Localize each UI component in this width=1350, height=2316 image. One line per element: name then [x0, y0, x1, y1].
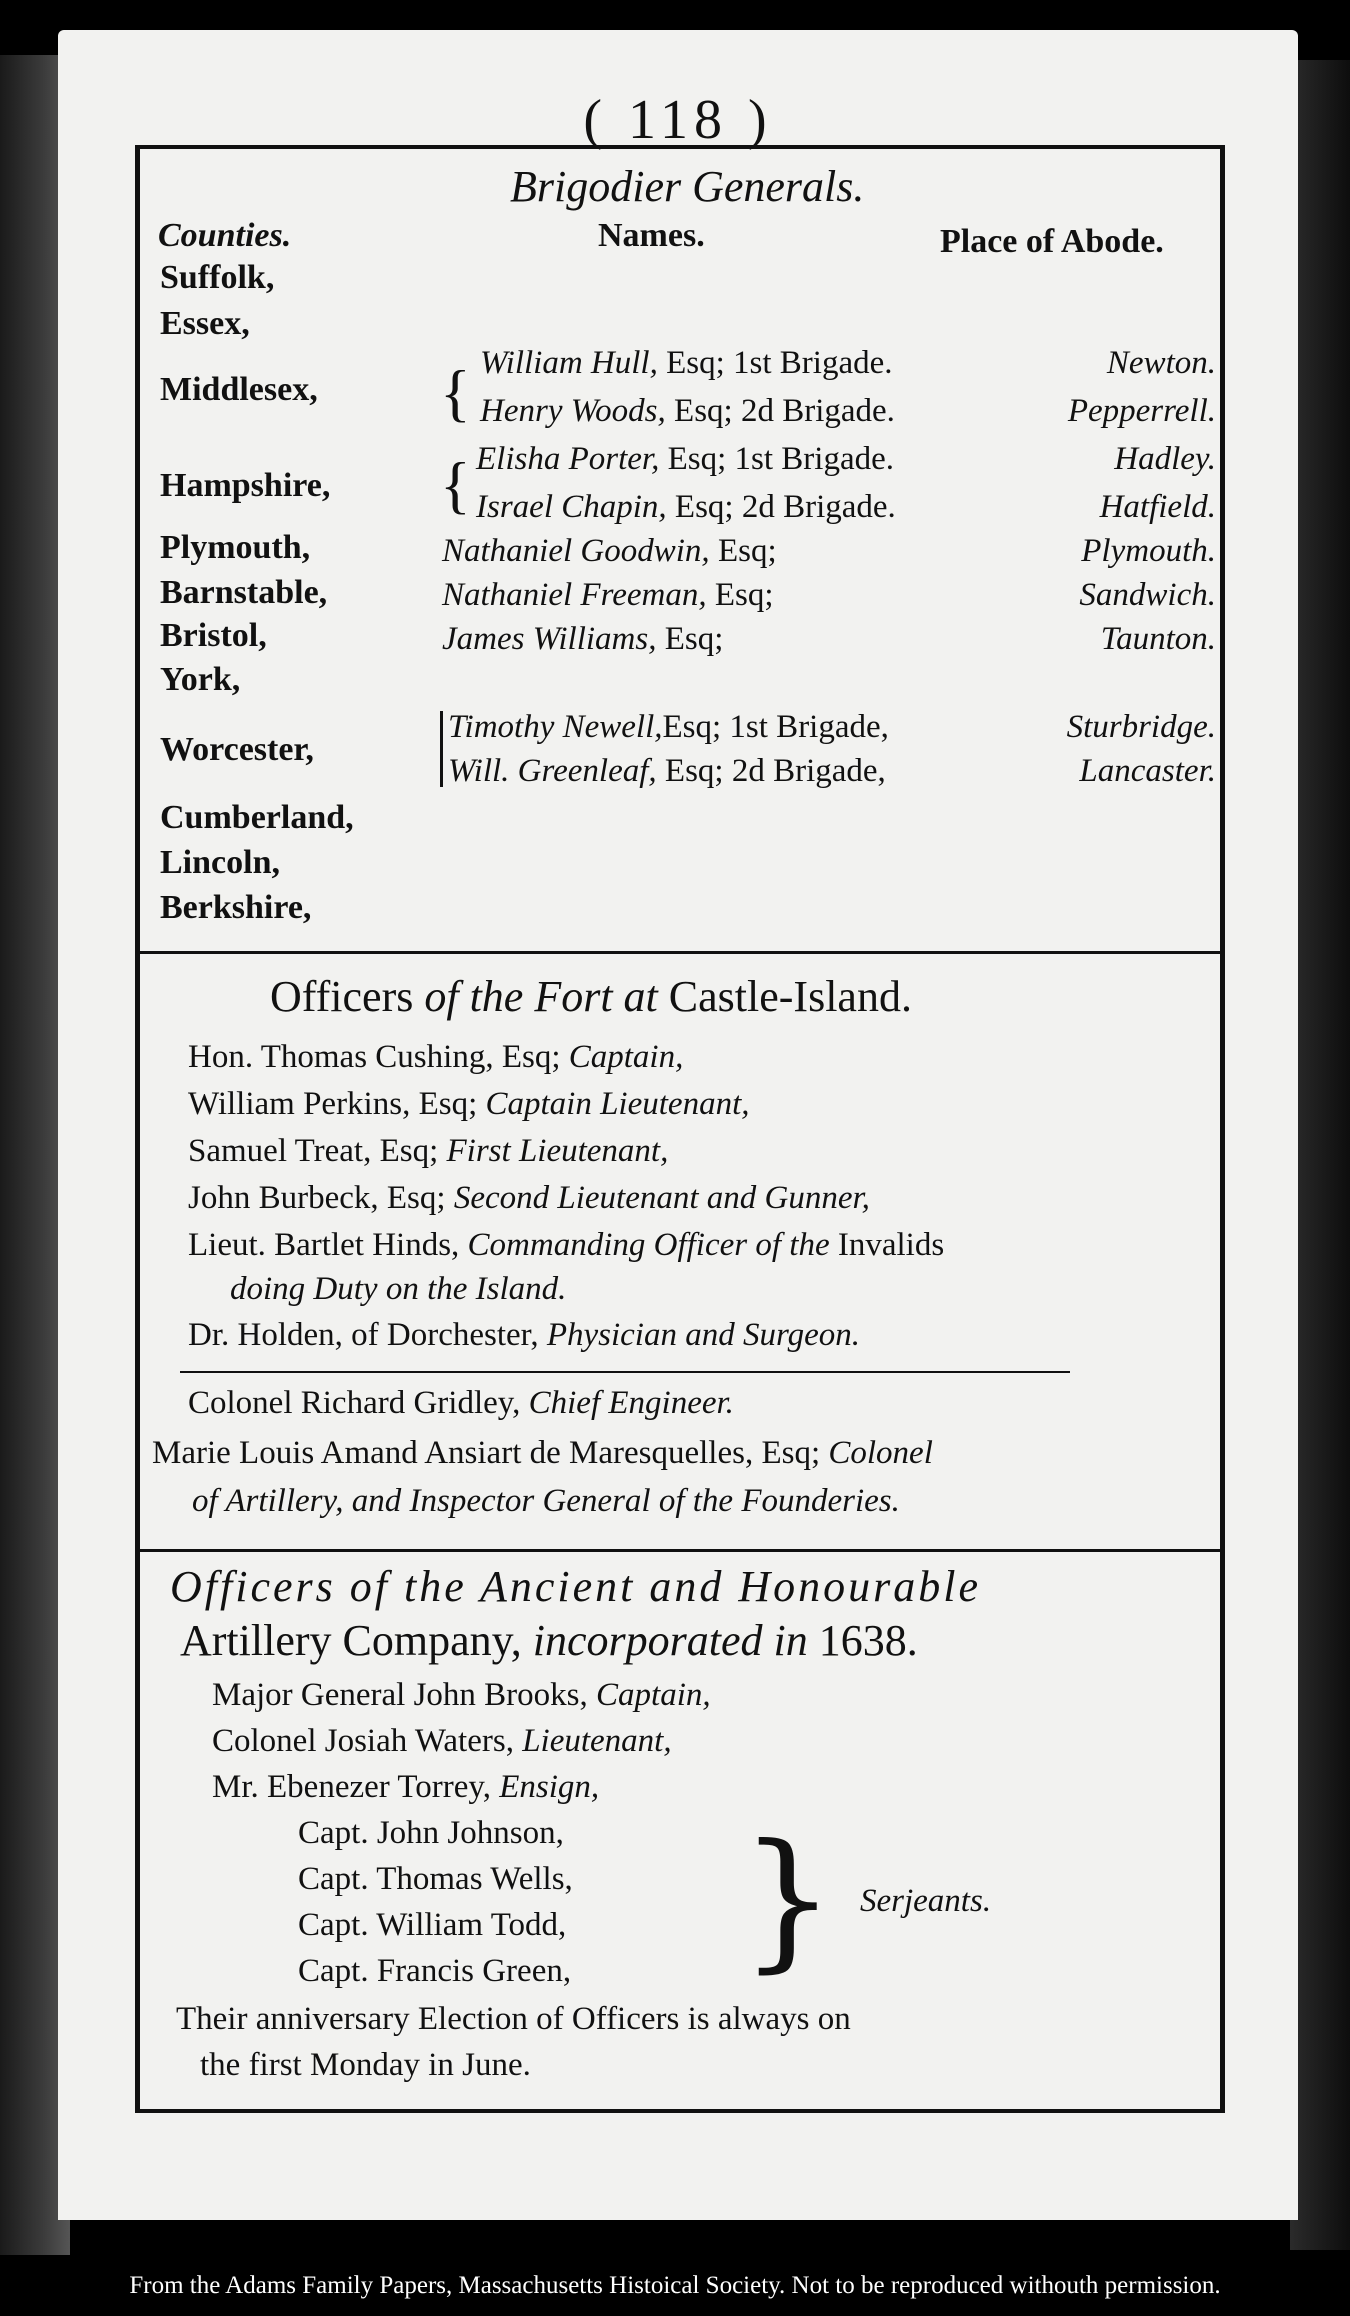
officer-role: Second Lieutenant and Gunner,	[453, 1180, 870, 1216]
brace-middlesex: {	[440, 357, 471, 428]
page-number: ( 118 )	[583, 89, 773, 151]
entry-name: Timothy Newell,	[448, 709, 663, 745]
serjeant-line: Capt. Thomas Wells,	[298, 1861, 573, 1897]
fort-title	[270, 971, 912, 1022]
county-worcester: Worcester,	[160, 731, 314, 768]
county-bristol: Bristol,	[160, 617, 267, 654]
officer-name: William Perkins, Esq;	[188, 1086, 486, 1122]
artillery-line-2: of Artillery, and Inspector General of the Founderies.	[192, 1483, 900, 1519]
officer-name: Colonel Josiah Waters,	[212, 1723, 523, 1759]
entry-detail: Esq;	[709, 533, 777, 569]
officer-role: Captain Lieutenant,	[485, 1086, 750, 1122]
fort-officer-line	[188, 1086, 749, 1123]
officer-role: Lieutenant,	[522, 1723, 672, 1759]
officer-role-cont: Invalids	[829, 1227, 945, 1263]
entry-name-row	[480, 345, 893, 382]
serjeant-line: Capt. John Johnson,	[298, 1815, 564, 1851]
entry-abode: Taunton.	[1100, 621, 1216, 657]
company-title-part: Artillery Company,	[180, 1616, 533, 1665]
officer-role: Captain,	[596, 1677, 711, 1713]
entry-detail: Esq; 1st Brigade.	[657, 345, 893, 381]
entry-detail: Esq; 1st Brigade.	[659, 441, 894, 477]
entry-abode: Newton.	[1106, 345, 1216, 381]
entry-name-row	[448, 709, 889, 746]
book-spine-right	[1290, 60, 1350, 2250]
entry-name: Israel Chapin,	[476, 489, 667, 525]
officer-role: Ensign,	[499, 1769, 600, 1805]
entry-detail: Esq;	[706, 577, 774, 613]
serjeant-line: Capt. Francis Green,	[298, 1953, 572, 1989]
entry-abode: Pepperrell.	[1067, 393, 1216, 429]
officer-name: Lieut. Bartlet Hinds,	[188, 1227, 468, 1263]
divider	[140, 1549, 1220, 1552]
officer-role: doing Duty on the Island.	[230, 1271, 567, 1307]
entry-abode: Plymouth.	[1081, 533, 1216, 569]
entry-name: James Williams,	[442, 621, 657, 657]
entry-detail: Esq; 2d Brigade,	[656, 753, 886, 789]
election-note-2: the first Monday in June.	[200, 2047, 531, 2083]
brigadier-title: Brigodier Generals.	[510, 162, 865, 211]
entry-name: Will. Greenleaf,	[448, 753, 657, 789]
engineer-role: Chief Engineer.	[528, 1385, 734, 1421]
county-essex: Essex,	[160, 305, 250, 342]
entry-detail: Esq; 1st Brigade,	[662, 709, 889, 745]
entry-detail: Esq;	[656, 621, 724, 657]
fort-title-part: Officers	[270, 972, 425, 1021]
county-plymouth: Plymouth,	[160, 529, 311, 566]
entry-abode: Hatfield.	[1099, 489, 1216, 525]
entry-name-row	[442, 621, 723, 658]
county-hampshire: Hampshire,	[160, 467, 331, 504]
officer-name: Major General John Brooks,	[212, 1677, 597, 1713]
county-berkshire: Berkshire,	[160, 889, 312, 926]
entry-name: Nathaniel Goodwin,	[442, 533, 710, 569]
copyright-footer: From the Adams Family Papers, Massachusetts Histoical Society. Not to be reproduced withouth permission.	[129, 2272, 1221, 2299]
entry-abode: Lancaster.	[1079, 753, 1216, 789]
county-middlesex: Middlesex,	[160, 371, 318, 408]
entry-name-row	[476, 441, 894, 478]
entry-name-row	[442, 577, 774, 614]
officer-name: Samuel Treat, Esq;	[188, 1133, 447, 1169]
entry-abode: Sturbridge.	[1066, 709, 1216, 745]
fort-officer-line	[230, 1271, 566, 1308]
fort-title-part: of the Fort at	[424, 972, 669, 1021]
entry-name-row	[476, 489, 896, 526]
fort-officer-line	[188, 1227, 944, 1264]
company-title-2	[180, 1615, 918, 1666]
officer-role: Commanding Officer of the	[467, 1227, 830, 1263]
fort-officer-line	[188, 1180, 870, 1217]
entry-name-row	[442, 533, 777, 570]
officer-name: Dr. Holden, of Dorchester,	[188, 1317, 547, 1353]
officer-role: Captain,	[568, 1039, 684, 1075]
entry-name: Henry Woods,	[480, 393, 666, 429]
fort-officer-line	[188, 1317, 860, 1354]
engineer-line	[188, 1385, 734, 1422]
county-york: York,	[160, 661, 241, 698]
county-cumberland: Cumberland,	[160, 799, 354, 836]
bordered-frame	[135, 145, 1225, 2113]
entry-name: Nathaniel Freeman,	[442, 577, 707, 613]
entry-detail: Esq; 2d Brigade.	[665, 393, 895, 429]
serjeant-line: Capt. William Todd,	[298, 1907, 567, 1943]
brace-hampshire: {	[440, 449, 471, 520]
artillery-name: Marie Louis Amand Ansiart de Maresquelles, Esq;	[152, 1435, 829, 1471]
engineer-name: Colonel Richard Gridley,	[188, 1385, 529, 1421]
entry-name-row	[448, 753, 886, 790]
bracket-worcester	[440, 711, 443, 787]
header-abode: Place of Abode.	[940, 223, 1164, 260]
company-title-1: Officers of the Ancient and Honourable	[170, 1562, 981, 1611]
divider	[140, 951, 1220, 954]
election-note-1: Their anniversary Election of Officers is always on	[176, 2001, 851, 2037]
header-counties: Counties.	[158, 217, 292, 254]
county-lincoln: Lincoln,	[160, 844, 280, 881]
fort-title-part: Castle-Island.	[668, 972, 912, 1021]
entry-name: Elisha Porter,	[476, 441, 660, 477]
officer-role: First Lieutenant,	[446, 1133, 669, 1169]
officer-name: Mr. Ebenezer Torrey,	[212, 1769, 500, 1805]
officer-name: John Burbeck, Esq;	[188, 1180, 454, 1216]
company-officer-line	[212, 1723, 672, 1760]
serjeants-label: Serjeants.	[860, 1883, 992, 1919]
company-officer-line	[212, 1677, 711, 1714]
officer-role: Physician and Surgeon.	[546, 1317, 860, 1353]
header-names: Names.	[598, 217, 705, 254]
entry-name: William Hull,	[480, 345, 658, 381]
serjeants-brace: }	[740, 1813, 836, 1987]
company-title-part: incorporated in	[532, 1616, 808, 1665]
short-divider	[180, 1371, 1070, 1373]
county-suffolk: Suffolk,	[160, 259, 275, 296]
artillery-role: Colonel	[828, 1435, 933, 1471]
officer-name: Hon. Thomas Cushing, Esq;	[188, 1039, 569, 1075]
company-officer-line	[212, 1769, 599, 1806]
entry-abode: Hadley.	[1114, 441, 1216, 477]
entry-detail: Esq; 2d Brigade.	[666, 489, 896, 525]
fort-officer-line	[188, 1039, 683, 1076]
artillery-line-1	[152, 1435, 933, 1472]
county-barnstable: Barnstable,	[160, 574, 328, 611]
company-title-part: 1638.	[807, 1616, 918, 1665]
fort-officer-line	[188, 1133, 668, 1170]
entry-abode: Sandwich.	[1079, 577, 1216, 613]
entry-name-row	[480, 393, 895, 430]
